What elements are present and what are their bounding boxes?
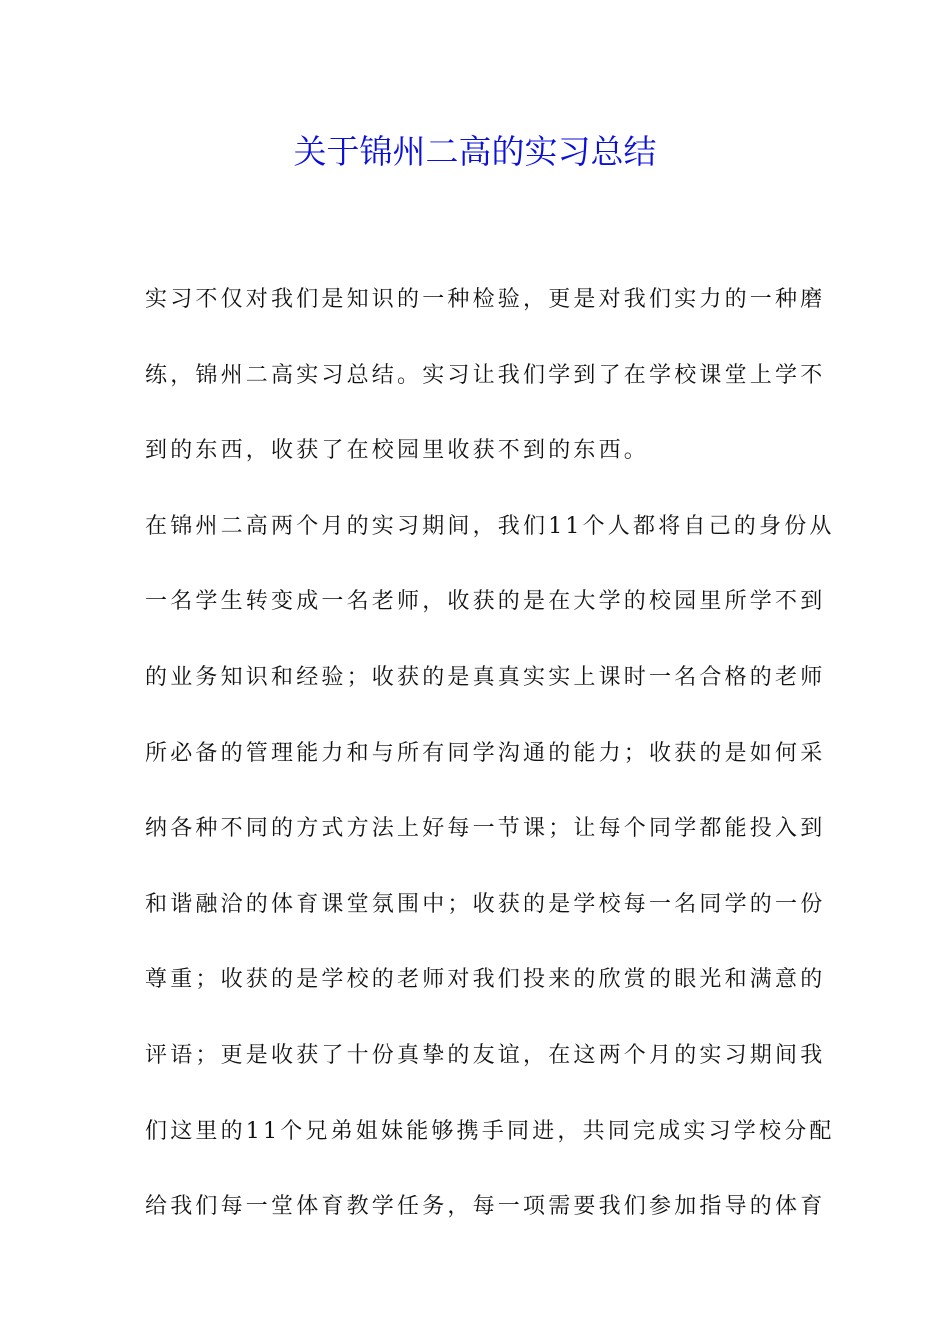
document-title: 关于锦州二高的实习总结 — [293, 132, 657, 171]
body-line: 到的东西，收获了在校园里收获不到的东西。 — [145, 438, 650, 464]
body-line: 一名学生转变成一名老师，收获的是在大学的校园里所学不到 — [145, 589, 826, 615]
body-line: 在锦州二高两个月的实习期间，我们11个人都将自己的身份从 — [145, 513, 835, 539]
body-line: 们这里的11个兄弟姐妹能够携手同进，共同完成实习学校分配 — [145, 1118, 835, 1144]
body-line: 和谐融洽的体育课堂氛围中；收获的是学校每一名同学的一份 — [145, 891, 826, 917]
body-line: 练，锦州二高实习总结。实习让我们学到了在学校课堂上学不 — [145, 362, 826, 388]
document-body — [145, 262, 835, 1245]
body-line: 给我们每一堂体育教学任务，每一项需要我们参加指导的体育 — [145, 1194, 826, 1220]
body-line: 尊重；收获的是学校的老师对我们投来的欣赏的眼光和满意的 — [145, 967, 826, 993]
body-line: 所必备的管理能力和与所有同学沟通的能力；收获的是如何采 — [145, 740, 826, 766]
body-line: 纳各种不同的方式方法上好每一节课；让每个同学都能投入到 — [145, 816, 826, 842]
body-line: 实习不仅对我们是知识的一种检验，更是对我们实力的一种磨 — [145, 287, 826, 312]
body-line: 的业务知识和经验；收获的是真真实实上课时一名合格的老师 — [145, 664, 826, 690]
body-line: 评语；更是收获了十份真挚的友谊，在这两个月的实习期间我 — [145, 1042, 826, 1068]
